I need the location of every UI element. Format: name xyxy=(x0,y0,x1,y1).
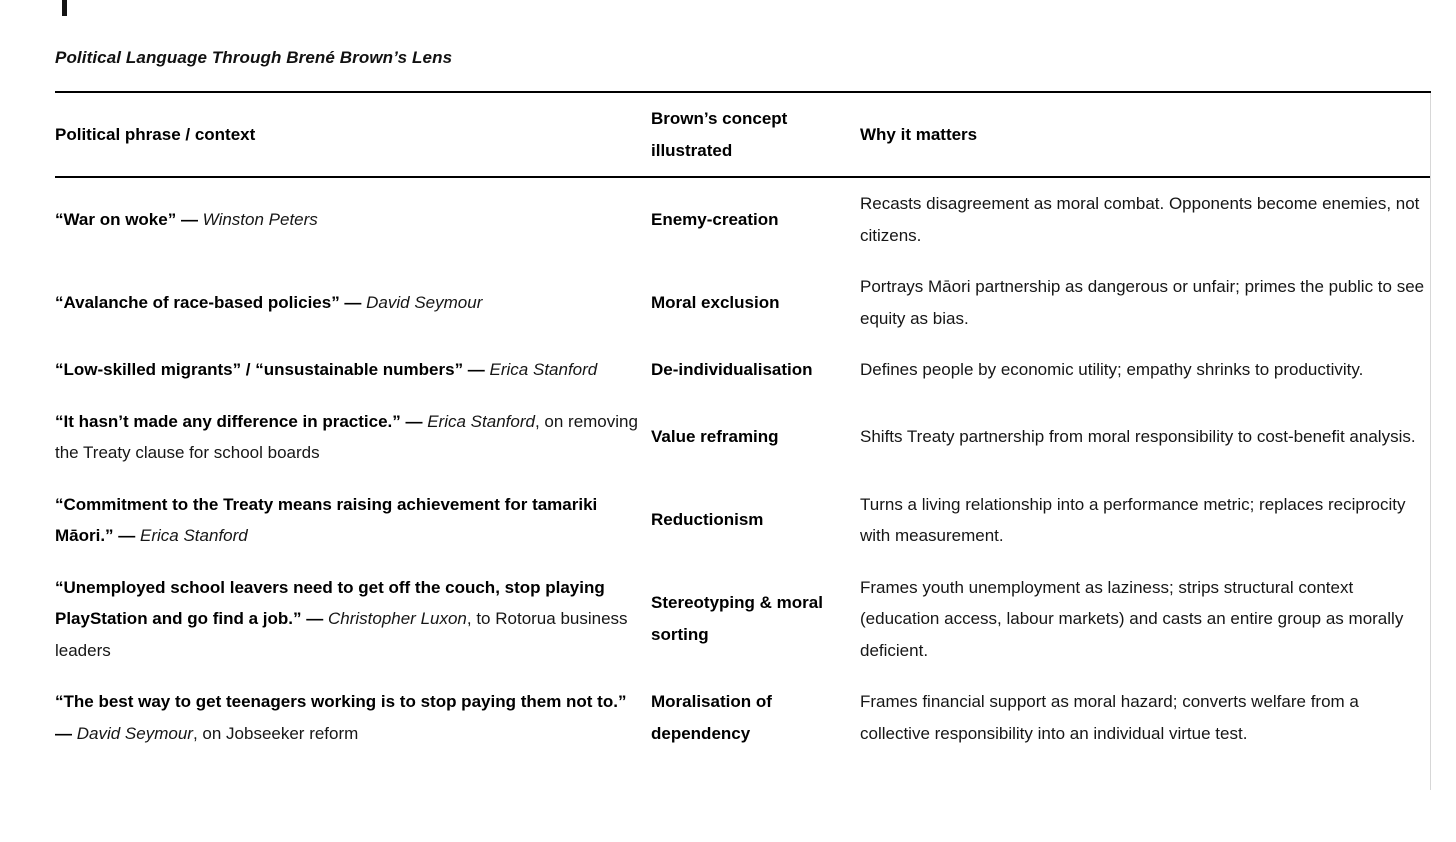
table-row xyxy=(55,396,1431,479)
document xyxy=(55,0,1431,759)
phrase-context: , on Jobseeker reform xyxy=(192,723,359,743)
why-cell: Defines people by economic utility; empathy shrinks to productivity. xyxy=(860,360,1364,379)
phrase-context: , on removing the Treaty clause for school boards xyxy=(55,411,638,462)
why-cell: Frames financial support as moral hazard; converts welfare from a collective responsibility into an individual virtue test. xyxy=(860,692,1359,743)
column-header-concept: Brown’s concept illustrated xyxy=(651,92,860,177)
table-row xyxy=(55,177,1431,261)
phrase-cell xyxy=(55,562,651,677)
table-row xyxy=(55,479,1431,562)
phrase-attribution: David Seymour xyxy=(366,292,483,312)
phrase-cell xyxy=(55,479,651,562)
phrase-cell xyxy=(55,261,651,344)
page-title: Political Language Through Brené Brown’s Lens xyxy=(55,48,453,67)
why-cell: Portrays Māori partnership as dangerous or unfair; primes the public to see equity as bias. xyxy=(860,277,1425,328)
column-header-phrase: Political phrase / context xyxy=(55,92,651,177)
phrase-cell xyxy=(55,676,651,759)
phrase-cell xyxy=(55,396,651,479)
phrase-quote: “It hasn’t made any difference in practice.” — xyxy=(55,411,428,431)
phrase-quote: “Commitment to the Treaty means raising achievement for tamariki Māori.” — xyxy=(55,494,598,545)
phrase-quote: “The best way to get teenagers working is to stop paying them not to.” — xyxy=(55,692,627,743)
concept-cell: Enemy-creation xyxy=(651,209,779,229)
table-right-border xyxy=(1430,93,1431,790)
concept-cell: Reductionism xyxy=(651,510,764,530)
political-language-table xyxy=(55,91,1431,759)
concept-cell: Stereotyping & moral sorting xyxy=(651,593,823,644)
phrase-attribution: Erica Stanford xyxy=(427,411,535,431)
phrase-cell xyxy=(55,344,651,396)
table-row xyxy=(55,344,1431,396)
phrase-attribution: Christopher Luxon xyxy=(327,609,467,628)
table-row xyxy=(55,676,1431,759)
phrase-quote: “Unemployed school leavers need to get off the couch, stop playing PlayStation and go find a job.” — xyxy=(55,577,605,628)
why-cell: Shifts Treaty partnership from moral responsibility to cost-benefit analysis. xyxy=(860,427,1416,447)
concept-cell: Value reframing xyxy=(651,427,779,447)
phrase-cell xyxy=(55,177,651,261)
why-cell: Frames youth unemployment as laziness; strips structural context (education access, labour markets) and casts an entire group as morally deficient. xyxy=(860,577,1404,660)
table-row xyxy=(55,562,1431,677)
phrase-quote: “Low-skilled migrants” / “unsustainable numbers” — xyxy=(55,360,490,379)
phrase-attribution: Erica Stanford xyxy=(489,360,598,379)
header-row xyxy=(55,92,1431,177)
phrase-quote: “War on woke” — xyxy=(55,209,203,229)
phrase-attribution: Winston Peters xyxy=(202,209,318,229)
why-cell: Recasts disagreement as moral combat. Opponents become enemies, not citizens. xyxy=(860,194,1420,245)
phrase-attribution: David Seymour xyxy=(76,723,193,743)
phrase-quote: “Avalanche of race-based policies” — xyxy=(55,292,367,312)
concept-cell: Moral exclusion xyxy=(651,292,780,312)
concept-cell: Moralisation of dependency xyxy=(651,692,772,743)
column-header-why: Why it matters xyxy=(860,92,1431,177)
phrase-context: , to Rotorua business leaders xyxy=(55,609,628,660)
table-row xyxy=(55,261,1431,344)
phrase-attribution: Erica Stanford xyxy=(140,526,248,545)
concept-cell: De-individualisation xyxy=(651,360,813,379)
why-cell: Turns a living relationship into a performance metric; replaces reciprocity with measurement. xyxy=(860,494,1406,545)
